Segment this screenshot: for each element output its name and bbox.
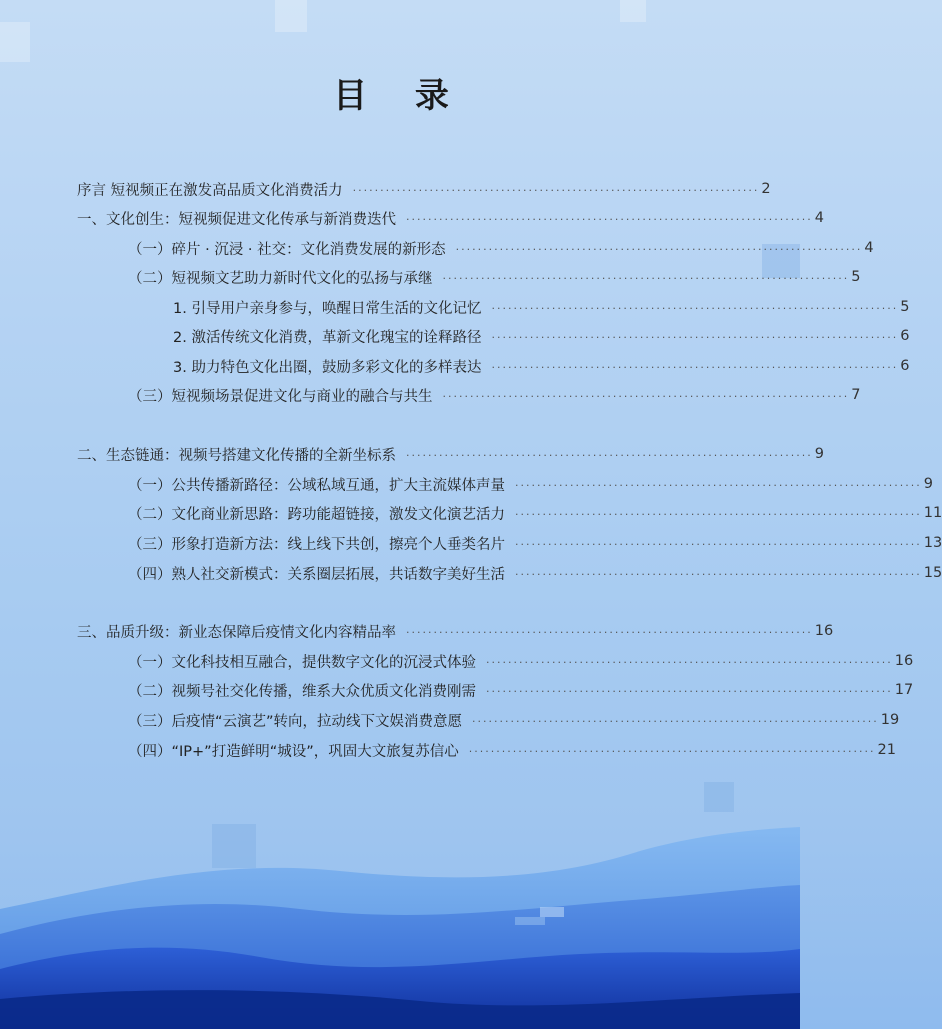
- toc-entry-label: 序言 短视频正在激发高品质文化消费活力: [77, 182, 343, 199]
- toc-entry-page: 2: [761, 181, 771, 197]
- toc-entry[interactable]: [77, 620, 834, 642]
- toc-entry[interactable]: [128, 237, 874, 259]
- toc-entry-page: 9: [923, 476, 933, 492]
- toc-entry-page: 21: [877, 742, 896, 758]
- toc-leader-dots: ··········································································: [406, 448, 813, 462]
- toc-entry[interactable]: [173, 325, 910, 347]
- toc-entry[interactable]: [128, 532, 942, 554]
- toc-entry[interactable]: [128, 266, 861, 288]
- toc-leader-dots: ··········································································: [491, 360, 899, 374]
- toc-entry[interactable]: [77, 207, 824, 229]
- decor-square: [275, 0, 307, 32]
- toc-entry-label: 1. 引导用户亲身参与，唤醒日常生活的文化记忆: [173, 300, 482, 317]
- toc-leader-dots: ··········································································: [442, 271, 850, 285]
- toc-entry-page: 16: [814, 623, 834, 639]
- toc-entry-label: （一）公共传播新路径：公域私域互通，扩大主流媒体声量: [128, 477, 505, 494]
- toc-leader-dots: ··········································································: [406, 625, 813, 639]
- toc-entry-page: 5: [900, 299, 910, 315]
- toc-leader-dots: ··········································································: [455, 242, 863, 256]
- toc-leader-dots: ··········································································: [442, 389, 850, 403]
- toc-entry[interactable]: [128, 473, 933, 495]
- toc-entry[interactable]: [128, 679, 914, 701]
- toc-entry-page: 4: [864, 240, 874, 256]
- toc-leader-dots: ··········································································: [472, 714, 879, 728]
- toc-entry-page: 13: [923, 535, 942, 551]
- wave-landscape-decoration: [0, 789, 800, 1029]
- toc-entry-label: （二）短视频文艺助力新时代文化的弘扬与承继: [128, 270, 433, 287]
- toc-leader-dots: ··········································································: [352, 183, 760, 197]
- toc-entry-page: 6: [900, 328, 910, 344]
- toc-entry-label: 一、文化创生：短视频促进文化传承与新消费迭代: [77, 211, 396, 228]
- toc-entry-label: （二）视频号社交化传播，维系大众优质文化消费刚需: [128, 683, 476, 700]
- decor-square: [620, 0, 646, 22]
- toc-entry-label: 二、生态链通：视频号搭建文化传播的全新坐标系: [77, 447, 396, 464]
- toc-leader-dots: ··········································································: [491, 301, 899, 315]
- toc-entry-label: （三）后疫情“云演艺”转向，拉动线下文娱消费意愿: [128, 713, 463, 730]
- toc-entry[interactable]: [77, 443, 824, 465]
- toc-entry-page: 19: [880, 712, 900, 728]
- toc-entry-label: （三）短视频场景促进文化与商业的融合与共生: [128, 388, 433, 405]
- toc-entry-page: 17: [894, 682, 914, 698]
- toc-entry-label: （四）熟人社交新模式：关系圈层拓展，共话数字美好生活: [128, 566, 505, 583]
- toc-entry[interactable]: [128, 650, 914, 672]
- toc-entry[interactable]: [128, 709, 900, 731]
- toc-entry-label: （三）形象打造新方法：线上线下共创，擦亮个人垂类名片: [128, 536, 505, 553]
- toc-entry[interactable]: [128, 562, 942, 584]
- toc-entry-page: 5: [851, 269, 861, 285]
- toc-entry[interactable]: [173, 296, 910, 318]
- toc-entry-label: （一）文化科技相互融合，提供数字文化的沉浸式体验: [128, 654, 476, 671]
- toc-leader-dots: ··········································································: [515, 507, 922, 521]
- toc-entry[interactable]: [77, 178, 771, 200]
- decor-square: [0, 22, 30, 62]
- toc-entry[interactable]: [173, 355, 910, 377]
- toc-entry[interactable]: [128, 502, 942, 524]
- toc-entry-page: 6: [900, 358, 910, 374]
- toc-entry[interactable]: [128, 739, 896, 761]
- toc-entry-page: 16: [894, 653, 914, 669]
- toc-leader-dots: ··········································································: [468, 744, 876, 758]
- toc-entry-label: （二）文化商业新思路：跨功能超链接，激发文化演艺活力: [128, 506, 505, 523]
- toc-leader-dots: ··········································································: [515, 537, 922, 551]
- toc-leader-dots: ··········································································: [486, 655, 893, 669]
- toc-entry-page: 15: [923, 565, 942, 581]
- toc-entry-label: 三、品质升级：新业态保障后疫情文化内容精品率: [77, 624, 396, 641]
- toc-leader-dots: ··········································································: [486, 684, 893, 698]
- toc-leader-dots: ··········································································: [515, 478, 922, 492]
- toc-leader-dots: ··········································································: [491, 330, 899, 344]
- toc-leader-dots: ··········································································: [515, 567, 922, 581]
- page-title: 目 录: [333, 76, 467, 116]
- toc-entry-page: 11: [923, 505, 942, 521]
- toc-entry-page: 7: [851, 387, 861, 403]
- toc-entry[interactable]: [128, 384, 861, 406]
- toc-entry-page: 9: [814, 446, 824, 462]
- toc-leader-dots: ··········································································: [406, 212, 813, 226]
- toc-entry-label: （四）“IP+”打造鲜明“城设”，巩固大文旅复苏信心: [128, 743, 459, 760]
- toc-entry-label: 3. 助力特色文化出圈，鼓励多彩文化的多样表达: [173, 359, 482, 376]
- toc-entry-page: 4: [814, 210, 824, 226]
- toc-entry-label: 2. 激活传统文化消费，革新文化瑰宝的诠释路径: [173, 329, 482, 346]
- toc-entry-label: （一）碎片 · 沉浸 · 社交：文化消费发展的新形态: [128, 241, 446, 258]
